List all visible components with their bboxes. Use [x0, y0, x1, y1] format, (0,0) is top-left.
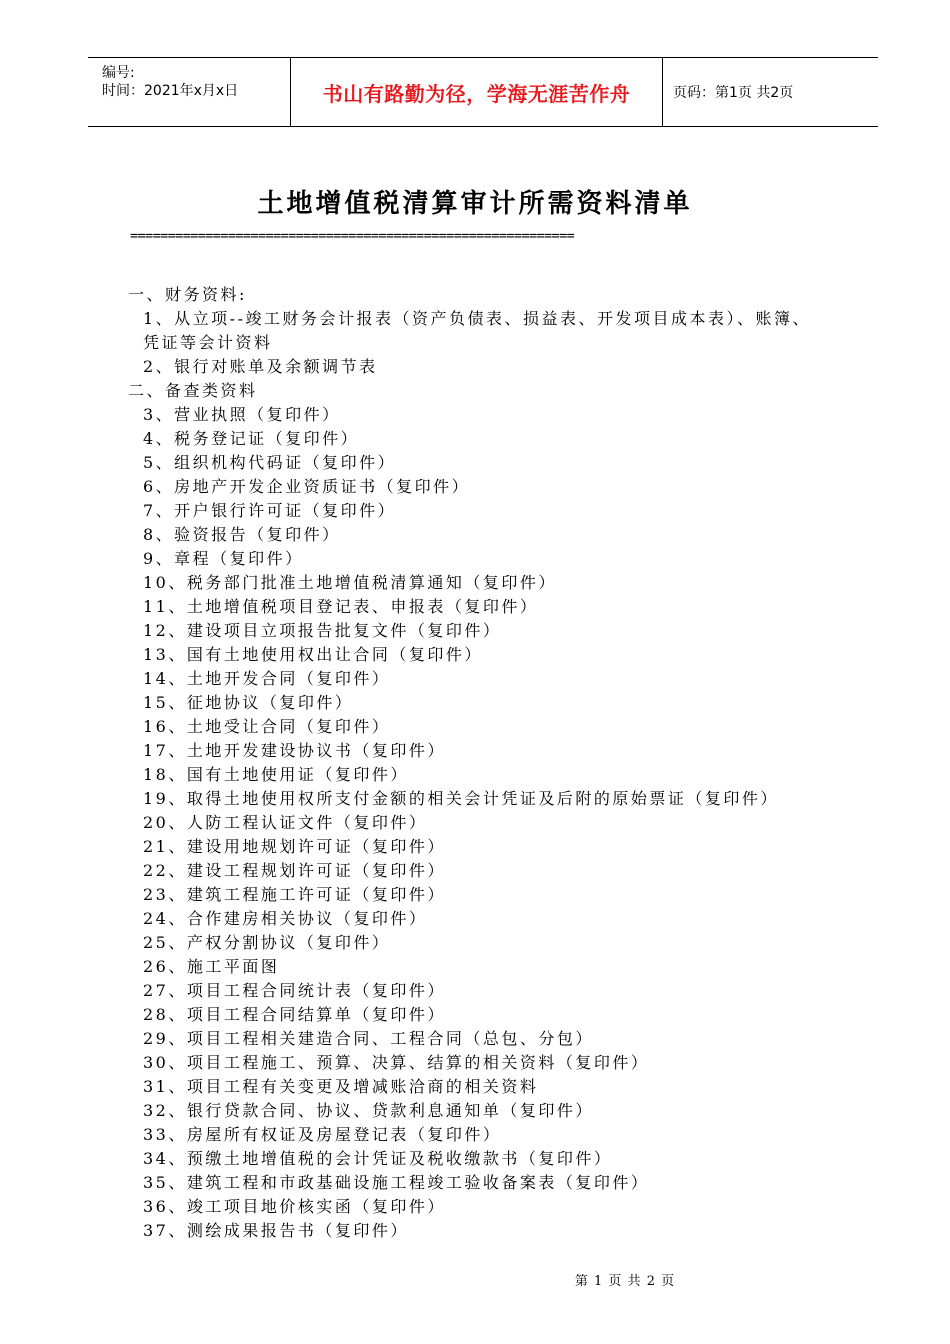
list-item: 8、验资报告（复印件） [143, 525, 341, 544]
list-item: 20、人防工程认证文件（复印件） [143, 813, 428, 832]
list-item: 7、开户银行许可证（复印件） [143, 501, 397, 520]
document-title: 土地增值税清算审计所需资料清单 [257, 189, 693, 219]
page-footer: 第 1 页 共 2 页 [574, 1274, 676, 1289]
list-item: 35、建筑工程和市政基础设施工程竣工验收备案表（复印件） [143, 1173, 650, 1192]
list-item: 4、税务登记证（复印件） [143, 429, 360, 448]
list-item: 21、建设用地规划许可证（复印件） [143, 837, 446, 856]
list-item: 19、取得土地使用权所支付金额的相关会计凭证及后附的原始票证（复印件） [143, 789, 779, 808]
list-item: 32、银行贷款合同、协议、贷款利息通知单（复印件） [143, 1101, 594, 1120]
page-label: 页码：第1页 共2页 [673, 85, 794, 101]
list-item: 10、税务部门批准土地增值税清算通知（复印件） [143, 573, 557, 592]
title-rule: =========================================================== [130, 228, 575, 244]
page-header [88, 57, 878, 127]
header-motto-cell [290, 58, 663, 126]
list-item: 16、土地受让合同（复印件） [143, 717, 391, 736]
list-item: 11、土地增值税项目登记表、申报表（复印件） [143, 597, 539, 616]
list-item: 2、银行对账单及余额调节表 [143, 357, 378, 376]
list-item: 36、竣工项目地价核实函（复印件） [143, 1197, 446, 1216]
section-heading: 二、备查类资料 [128, 381, 258, 400]
list-item: 13、国有土地使用权出让合同（复印件） [143, 645, 483, 664]
list-item: 37、测绘成果报告书（复印件） [143, 1221, 409, 1240]
time-label: 时间：2021年x月x日 [102, 83, 239, 99]
list-item: 24、合作建房相关协议（复印件） [143, 909, 428, 928]
list-item: 27、项目工程合同统计表（复印件） [143, 981, 446, 1000]
list-item: 14、土地开发合同（复印件） [143, 669, 391, 688]
list-item: 26、施工平面图 [143, 957, 280, 976]
list-item: 33、房屋所有权证及房屋登记表（复印件） [143, 1125, 502, 1144]
motto: 书山有路勤为径，学海无涯苦作舟 [322, 81, 631, 106]
header-meta-cell [88, 58, 290, 126]
list-item: 5、组织机构代码证（复印件） [143, 453, 397, 472]
list-item: 23、建筑工程施工许可证（复印件） [143, 885, 446, 904]
list-item: 1、从立项--竣工财务会计报表（资产负债表、损益表、开发项目成本表）、账簿、 [143, 309, 811, 328]
list-item: 12、建设项目立项报告批复文件（复印件） [143, 621, 502, 640]
list-item: 30、项目工程施工、预算、决算、结算的相关资料（复印件） [143, 1053, 650, 1072]
section-heading: 一、财务资料: [128, 285, 247, 304]
list-item: 31、项目工程有关变更及增减账洽商的相关资料 [143, 1077, 539, 1096]
list-item: 凭证等会计资料 [143, 333, 273, 352]
list-item: 17、土地开发建设协议书（复印件） [143, 741, 446, 760]
list-item: 6、房地产开发企业资质证书（复印件） [143, 477, 471, 496]
list-item: 18、国有土地使用证（复印件） [143, 765, 409, 784]
list-item: 28、项目工程合同结算单（复印件） [143, 1005, 446, 1024]
list-item: 9、章程（复印件） [143, 549, 304, 568]
number-label: 编号: [102, 65, 135, 81]
list-item: 3、营业执照（复印件） [143, 405, 341, 424]
list-item: 29、项目工程相关建造合同、工程合同（总包、分包） [143, 1029, 594, 1048]
list-item: 15、征地协议（复印件） [143, 693, 354, 712]
list-item: 34、预缴土地增值税的会计凭证及税收缴款书（复印件） [143, 1149, 613, 1168]
list-item: 22、建设工程规划许可证（复印件） [143, 861, 446, 880]
list-item: 25、产权分割协议（复印件） [143, 933, 391, 952]
header-page-cell [663, 58, 878, 126]
